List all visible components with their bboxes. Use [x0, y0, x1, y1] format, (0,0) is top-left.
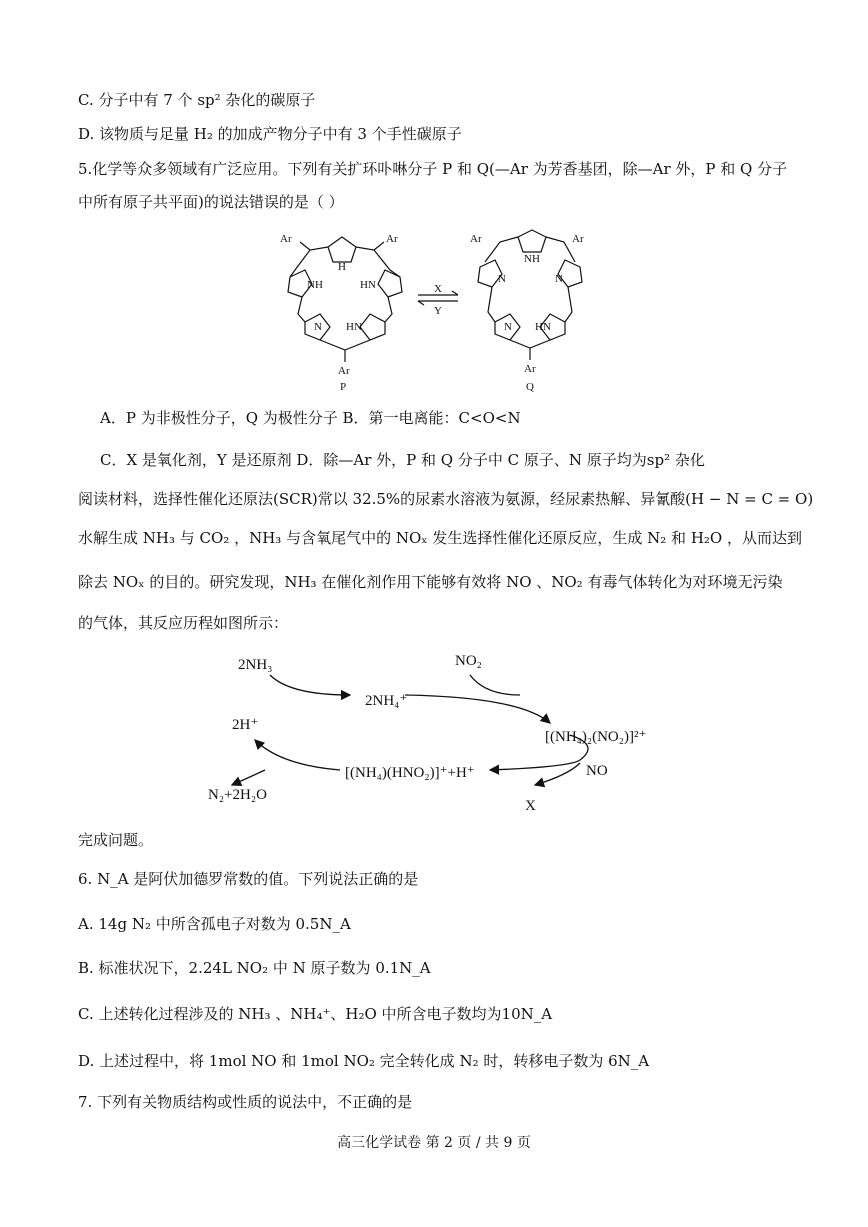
hn-label-p1: HN: [360, 279, 376, 291]
option-d-q6: D. 上述过程中，将 1mol NO 和 1mol NO₂ 完全转化成 N₂ 时，转移电子数为 6N_A: [78, 1052, 650, 1070]
cycle-2nh4: 2NH₄⁺: [365, 693, 408, 709]
reaction-cycle-diagram: [190, 645, 680, 820]
ar-label-q2: Ar: [572, 233, 584, 245]
h-label-p: H: [338, 261, 346, 273]
question-6: 6. N_A 是阿伏加德罗常数的值。下列说法正确的是: [78, 870, 419, 888]
option-c-q4: C. 分子中有 7 个 sp² 杂化的碳原子: [78, 91, 316, 109]
ar-label-p3: Ar: [338, 365, 350, 377]
reading-line1: 阅读材料，选择性催化还原法(SCR)常以 32.5%的尿素水溶液为氨源，经尿素热解、异氰酸(H − N = C = O): [78, 490, 814, 508]
cycle-no2: NO₂: [455, 653, 482, 669]
reading-line3: 除去 NOₓ 的目的。研究发现，NH₃ 在催化剂作用下能够有效将 NO 、NO₂ 有毒气体转化为对环境无污染: [78, 573, 783, 591]
arrow-y-label: Y: [434, 305, 442, 317]
finish-line: 完成问题。: [78, 831, 154, 849]
cycle-hno2: [(NH₄)(HNO₂)]⁺+H⁺: [345, 765, 475, 781]
option-c-q6: C. 上述转化过程涉及的 NH₃ 、NH₄⁺、H₂O 中所含电子数均为10N_A: [78, 1005, 553, 1023]
ar-label-q1: Ar: [470, 233, 482, 245]
ar-label-p1: Ar: [280, 233, 292, 245]
molecule-q-label: Q: [526, 381, 534, 393]
options-ab-q5: A．P 为非极性分子，Q 为极性分子 B．第一电离能：C<O<N: [100, 409, 521, 427]
nh-label-q1: NH: [524, 253, 540, 265]
arrow-x-label: X: [434, 283, 442, 295]
n-label-p: N: [314, 321, 322, 333]
porphyrin-figure: [250, 222, 630, 397]
cycle-2nh3: 2NH₃: [238, 657, 273, 673]
hn-label-q: HN: [535, 321, 551, 333]
nh-label-p: NH: [307, 279, 323, 291]
option-a-q6: A. 14g N₂ 中所含孤电子对数为 0.5N_A: [78, 915, 351, 933]
options-cd-q5: C．X 是氧化剂，Y 是还原剂 D．除—Ar 外，P 和 Q 分子中 C 原子、N 原子均为sp² 杂化: [100, 451, 705, 469]
n-label-q2: N: [555, 273, 563, 285]
reading-line4: 的气体，其反应历程如图所示：: [78, 614, 289, 632]
cycle-no: NO: [586, 763, 608, 779]
n-label-q3: N: [504, 321, 512, 333]
question-7: 7. 下列有关物质结构或性质的说法中，不正确的是: [78, 1093, 413, 1111]
cycle-x: X: [525, 798, 536, 814]
n-label-q1: N: [498, 273, 506, 285]
cycle-products: N₂+2H₂O: [208, 787, 267, 803]
option-d-q4: D. 该物质与足量 H₂ 的加成产物分子中有 3 个手性碳原子: [78, 125, 462, 143]
ar-label-q3: Ar: [524, 363, 536, 375]
molecule-p-label: P: [340, 381, 347, 393]
reading-line2: 水解生成 NH₃ 与 CO₂ ，NH₃ 与含氧尾气中的 NOₓ 发生选择性催化还原反应，生成 N₂ 和 H₂O ，从而达到: [78, 529, 802, 547]
ar-label-p2: Ar: [386, 233, 398, 245]
page-footer: 高三化学试卷 第 2 页 / 共 9 页: [337, 1135, 531, 1151]
cycle-2h: 2H⁺: [232, 717, 259, 733]
option-b-q6: B. 标准状况下，2.24L NO₂ 中 N 原子数为 0.1N_A: [78, 959, 431, 977]
question-5-line2: 中所有原子共平面)的说法错误的是（ ）: [78, 193, 344, 211]
question-5-line1: 5.化学等众多领域有广泛应用。下列有关扩环卟啉分子 P 和 Q(—Ar 为芳香基团，除—Ar 外，P 和 Q 分子: [78, 160, 788, 178]
hn-label-p2: HN: [346, 321, 362, 333]
cycle-complex: [(NH₄)₂(NO₂)]²⁺: [545, 729, 647, 745]
